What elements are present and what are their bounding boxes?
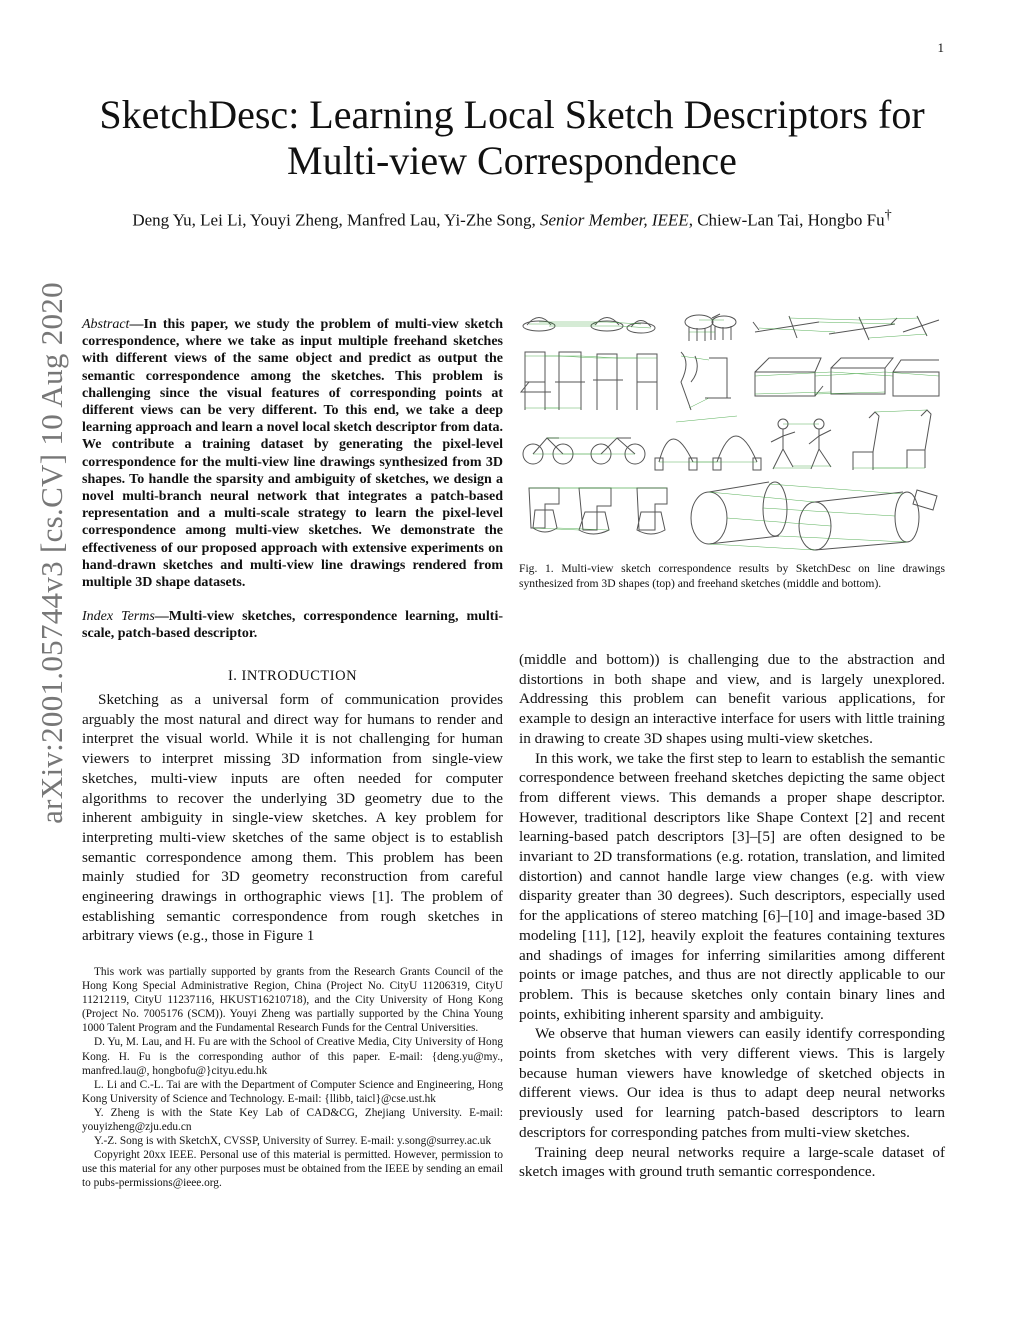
title-line-1: SketchDesc: Learning Local Sketch Descriptors for: [99, 92, 925, 137]
authors-membership: Senior Member, IEEE: [539, 210, 689, 230]
footnotes: [82, 965, 503, 1191]
authors-end: , Chiew-Lan Tai, Hongbo Fu: [688, 210, 885, 230]
sketch-chair-5: [681, 352, 697, 410]
sketch-cylinder-2: [799, 492, 919, 550]
intro-paragraph-3: We observe that human viewers can easily identify corresponding points from sketches with very different views. This is largely because human viewers have knowledge of sketched objects in different views. Our idea is thus to adapt deep neural networks previously used for learning patch-based descriptors to learn descriptors for corresponding patches from multi-view sketches.: [519, 1025, 945, 1141]
footnote-affiliation-hkust: L. Li and C.-L. Tai are with the Department of Computer Science and Engineering, Hong Kong University of Science and Technology. E-mail: {llibb, taicl}@cse.ust.hk: [82, 1078, 503, 1105]
sketch-cylinder-1: [691, 482, 787, 544]
sketch-sofa-1: [755, 358, 823, 396]
footnote-affiliation-zju: Y. Zheng is with the State Key Lab of CAD&CG, Zhejiang University. E-mail: youyizheng@zju.edu.cn: [82, 1106, 503, 1134]
index-terms: [82, 608, 503, 642]
author-list: [60, 207, 964, 231]
sketch-chair-3: [593, 354, 623, 410]
index-terms-label: Index Terms: [82, 609, 155, 624]
sketch-person-1: [771, 419, 795, 469]
sketch-headphones-2: [713, 436, 761, 470]
footnote-copyright: Copyright 20xx IEEE. Personal use of this material is permitted. However, permission to use this material for any other purposes must be obtained from the IEEE by sending an email to pubs-permissions@ieee.org.: [82, 1149, 503, 1190]
authors-main: Deng Yu, Lei Li, Youyi Zheng, Manfred Lau, Yi-Zhe Song,: [132, 210, 540, 230]
sketch-giraffe-2: [907, 410, 931, 468]
sketch-mixer-1: [529, 488, 559, 532]
intro-paragraph-1: Sketching as a universal form of communication provides arguably the most natural and direct way for humans to render and interpret the visual world. While it is not challenging for human viewers to interpret missing 3D information from single-view sketches, multi-view inputs are often needed for computer algorithms to recover the underlying 3D geometry due to the inherent ambiguity in single-view sketches. A key problem for interpreting multi-view sketches of the same object is to establish semantic correspondence among them. This problem has been mainly studied for 3D geometry reconstruction from careful engineering drawings in orthographic views [1]. The problem of establishing semantic correspondence from rough sketches in arbitrary views (e.g., those in Figure 1: [82, 691, 503, 945]
corr-line-2: [525, 356, 939, 408]
intro-left-column: [82, 690, 503, 946]
sketch-mixer-3: [637, 488, 667, 534]
sketch-giraffe-1: [853, 412, 879, 470]
paper-title: [60, 92, 964, 184]
abstract-label: Abstract: [82, 317, 130, 332]
figure-1-sketch-correspondence: [519, 312, 945, 560]
sketch-plane-1: [753, 316, 819, 338]
intro-paragraph-2: In this work, we take the first step to learn to establish the semantic correspondence between freehand sketches depicting the same object from different views. This demands a proper shape descriptor. However, traditional descriptors like Shape Context [2] and recent learning-based patch descriptors [3]–[5] are often designed to be invariant to 2D transformations (e.g. rotation, translation, and limited distortion) and cannot handle large view changes (e.g. with view disparity greater than 30 degrees). Such descriptors, especially used for the applications of stereo matching [6]–[10] and image-based 3D modeling [11], [12], heavily exploit the features containing textures and shadings of images for inferring similarities among different points or image patches, and thus are not directly applicable to our problem. This is because sketches only contain binary lines and points, exhibiting inherent sparsity and ambiguity.: [519, 749, 945, 1023]
sketch-chair-6: [705, 358, 731, 398]
corresponding-author-mark: †: [884, 207, 892, 223]
abstract: [82, 316, 503, 591]
figure-1-caption: Fig. 1. Multi-view sketch correspondence results by SketchDesc on line drawings synthesized from 3D shapes (top) and freehand sketches (middle and bottom).: [519, 562, 945, 590]
intro-paragraph-4: Training deep neural networks require a large-scale dataset of sketch images with ground truth semantic correspondence.: [519, 1143, 945, 1181]
sketch-mixer-2: [579, 488, 611, 534]
sketch-bike-1: [523, 438, 573, 464]
sketch-headphones-1: [655, 439, 697, 470]
sketch-small-object: [913, 490, 937, 510]
arxiv-id: arXiv:2001.05744v3 [cs.CV] 10 Aug 2020: [34, 281, 69, 824]
abstract-text: —In this paper, we study the problem of multi-view sketch correspondence, where we take as input multiple freehand sketches with different views of the same object and predict as output the semantic correspondence among the sketches. This problem is challenging since the visual features of corresponding points at different views can be very different. To this end, we take a deep learning approach and learn a novel local sketch descriptor from data. We contribute a training dataset by generating the pixel-level correspondence for the multi-view line drawings synthesized from 3D shapes. To handle the sparsity and ambiguity of sketches, we design a novel multi-branch neural network that integrates a patch-based representation and a multi-scale strategy to learn the pixel-level correspondence among multi-view sketches. We demonstrate the effectiveness of our proposed approach with extensive experiments on hand-drawn sketches and multi-view line drawings rendered from multiple 3D shape datasets.: [82, 317, 503, 591]
section-heading-introduction: I. INTRODUCTION: [227, 668, 358, 684]
sketch-person-2: [809, 419, 831, 469]
footnote-affiliation-surrey: Y.-Z. Song is with SketchX, CVSSP, University of Surrey. E-mail: y.song@surrey.ac.uk: [94, 1135, 492, 1148]
sketch-bike-2: [591, 438, 645, 464]
sketch-chair-4: [637, 354, 657, 410]
intro-paragraph-continued: (middle and bottom)) is challenging due to the abstraction and distortions in both shape and view, and is largely unexplored. Addressing this problem can benefit various applications, for example to design an interactive interface for users with little training in drawing to create 3D shapes using multi-view sketches.: [519, 651, 945, 747]
intro-right-column: [519, 650, 945, 1182]
sketch-chair-1: [521, 352, 551, 410]
page-number: 1: [937, 40, 944, 55]
footnote-funding: This work was partially supported by grants from the Research Grants Council of the Hong Kong Special Administrative Region, China (Project No. CityU 11206319, CityU 11212119, CityU 11237116, HKUST16210718), and the City University of Hong Kong (Project No. 7005176 (SCM)). Youyi Zheng was partially supported by the China Young 1000 Talent Program and the Fundamental Research Funds for the Central Universities.: [82, 966, 503, 1035]
sketch-sofa-3: [893, 360, 939, 396]
sketch-chair-2: [555, 352, 585, 410]
sketch-sofa-2: [831, 358, 893, 394]
arxiv-stamp: [22, 160, 82, 945]
sketch-plane-3: [903, 316, 939, 336]
footnote-affiliation-cityu: D. Yu, M. Lau, and H. Fu are with the School of Creative Media, City University of Hong Kong. H. Fu is the corresponding author of this paper. E-mail: {deng.yu@my., manfred.lau@, hongbofu@}cityu.edu.hk: [82, 1036, 503, 1077]
title-line-2: Multi-view Correspondence: [287, 138, 737, 183]
sketch-animal-2: [712, 316, 736, 340]
index-terms-text: —Multi-view sketches, correspondence learning, multi-scale, patch-based descriptor.: [82, 609, 503, 642]
